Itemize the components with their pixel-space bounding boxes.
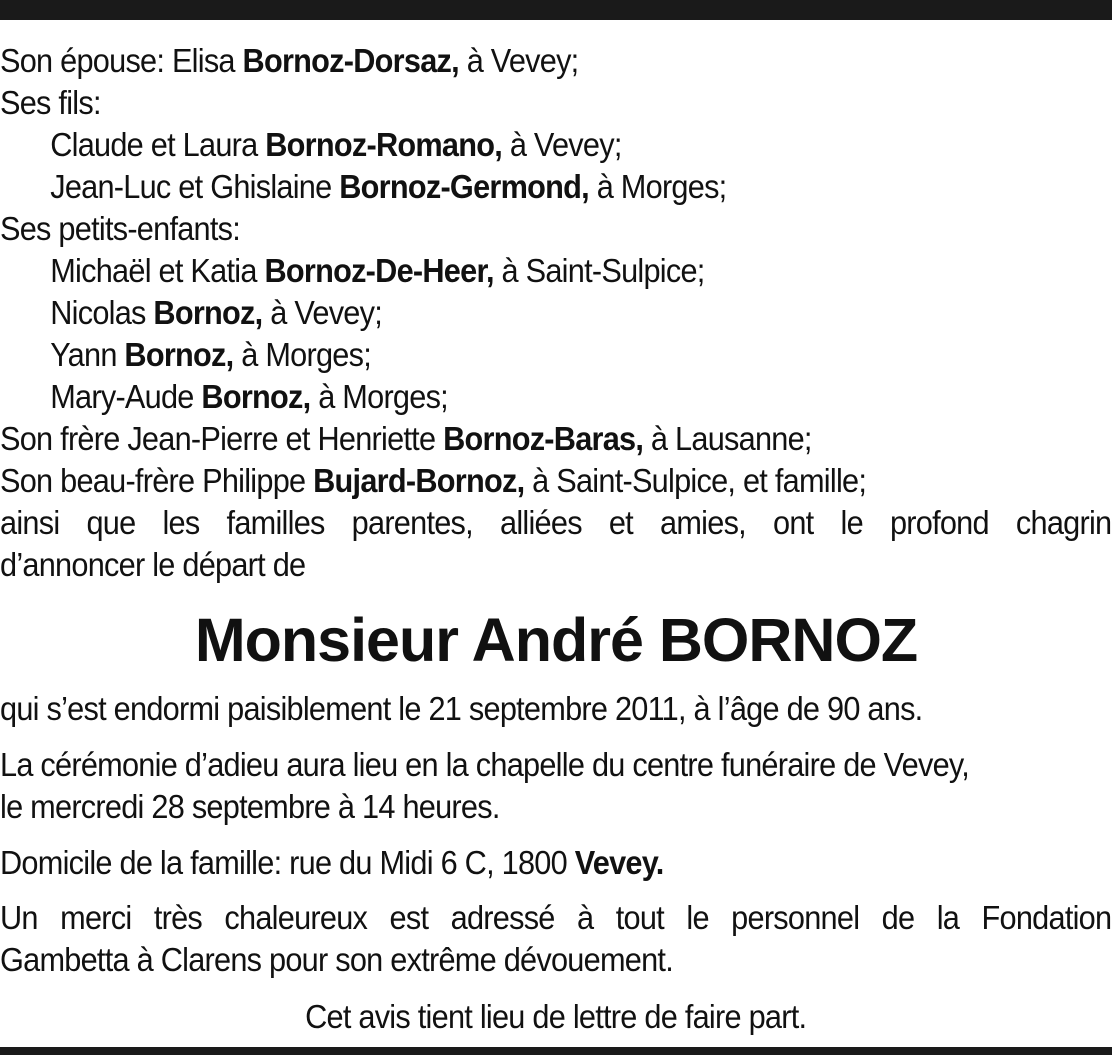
brother-suffix: à Lausanne; bbox=[643, 420, 812, 457]
death-line: qui s’est endormi paisiblement le 21 septembre 2011, à l’âge de 90 ans. bbox=[0, 690, 923, 727]
son-suffix: à Morges; bbox=[588, 168, 727, 205]
brother-in-law-prefix: Son beau-frère Philippe bbox=[0, 462, 314, 499]
spouse-line bbox=[0, 40, 1111, 82]
brother-in-law-name: Bujard-Bornoz, bbox=[313, 462, 525, 499]
grandchild-name: Bornoz, bbox=[201, 378, 311, 415]
brother-in-law-suffix: à Saint-Sulpice, et famille; bbox=[524, 462, 867, 499]
grandchild-line bbox=[0, 376, 1111, 418]
grandchild-line bbox=[0, 250, 1111, 292]
brother-in-law-line bbox=[0, 460, 1111, 502]
deceased-name: Monsieur André BORNOZ bbox=[194, 606, 918, 674]
grandchild-line bbox=[0, 292, 1111, 334]
grandchild-suffix: à Saint-Sulpice; bbox=[493, 252, 705, 289]
spouse-suffix: à Vevey; bbox=[458, 42, 579, 79]
thanks-line: Gambetta à Clarens pour son extrême dévouement. bbox=[0, 941, 673, 978]
domicile-prefix: Domicile de la famille: rue du Midi 6 C, 1800 bbox=[0, 844, 575, 881]
brother-line bbox=[0, 418, 1111, 460]
grandchild-suffix: à Morges; bbox=[310, 378, 448, 415]
thanks-line: Un merci très chaleureux est adressé à tout le personnel de la Fondation bbox=[0, 899, 1112, 936]
grandchild-suffix: à Vevey; bbox=[262, 294, 383, 331]
son-name: Bornoz-Romano, bbox=[265, 126, 503, 163]
brother-prefix: Son frère Jean-Pierre et Henriette bbox=[0, 420, 444, 457]
thanks-block bbox=[0, 897, 1111, 981]
bottom-rule bbox=[0, 1047, 1112, 1055]
family-block bbox=[0, 40, 1111, 586]
grandchild-prefix: Mary-Aude bbox=[50, 378, 202, 415]
spouse-prefix: Son épouse: Elisa bbox=[0, 42, 243, 79]
top-rule bbox=[0, 0, 1112, 20]
ceremony-block bbox=[0, 744, 1111, 828]
grandchild-prefix: Nicolas bbox=[50, 294, 154, 331]
spouse-name: Bornoz-Dorsaz, bbox=[242, 42, 459, 79]
grandchild-suffix: à Morges; bbox=[233, 336, 371, 373]
ceremony-line: La cérémonie d’adieu aura lieu en la chapelle du centre funéraire de Vevey, bbox=[0, 746, 970, 783]
grandchild-prefix: Yann bbox=[50, 336, 125, 373]
grandchild-name: Bornoz, bbox=[124, 336, 234, 373]
son-name: Bornoz-Germond, bbox=[339, 168, 589, 205]
sons-label: Ses fils: bbox=[0, 84, 101, 121]
son-prefix: Claude et Laura bbox=[50, 126, 266, 163]
domicile-line bbox=[0, 842, 1111, 884]
ceremony-line: le mercredi 28 septembre à 14 heures. bbox=[0, 788, 500, 825]
grandchild-name: Bornoz, bbox=[153, 294, 263, 331]
son-line bbox=[0, 166, 1111, 208]
brother-name: Bornoz-Baras, bbox=[443, 420, 644, 457]
announcement-line: d’annoncer le départ de bbox=[0, 546, 306, 583]
son-line bbox=[0, 124, 1111, 166]
son-suffix: à Vevey; bbox=[502, 126, 622, 163]
son-prefix: Jean-Luc et Ghislaine bbox=[50, 168, 340, 205]
grandchild-prefix: Michaël et Katia bbox=[50, 252, 265, 289]
closing-line: Cet avis tient lieu de lettre de faire part. bbox=[305, 998, 807, 1035]
grandchild-name: Bornoz-De-Heer, bbox=[264, 252, 494, 289]
grandchild-line bbox=[0, 334, 1111, 376]
grandchildren-label: Ses petits-enfants: bbox=[0, 210, 241, 247]
announcement-line: ainsi que les familles parentes, alliées et amies, ont le profond chagrin bbox=[0, 504, 1112, 541]
domicile-city: Vevey. bbox=[574, 844, 664, 881]
